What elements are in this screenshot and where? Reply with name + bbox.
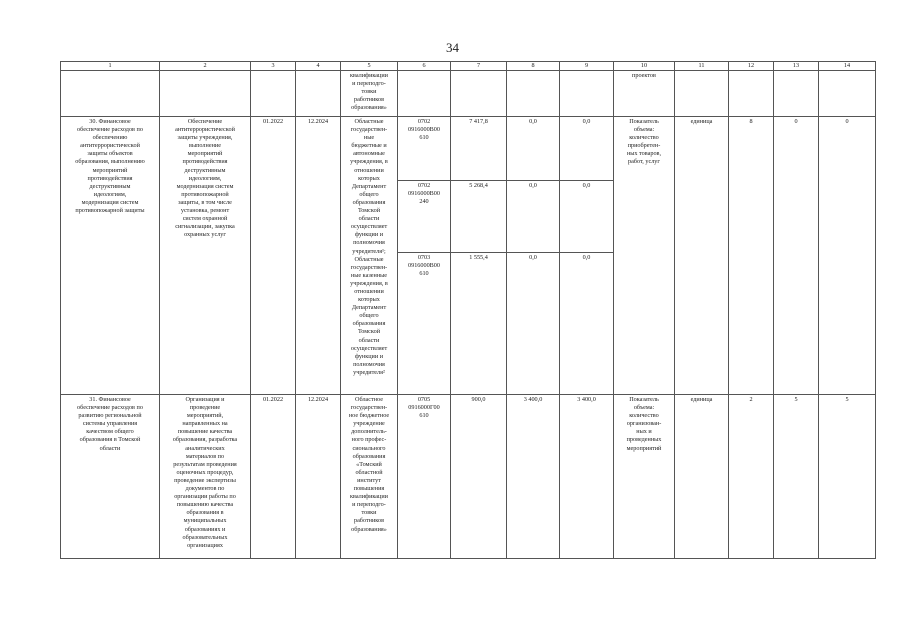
cell-amount: 3 400,0 <box>507 395 560 559</box>
header-cell: 5 <box>341 62 398 71</box>
cell-amount: 5 268,4 <box>451 181 507 253</box>
cell-start-date: 01.2022 <box>251 395 296 559</box>
header-cell: 10 <box>614 62 675 71</box>
cell-amount: 900,0 <box>451 395 507 559</box>
cell-task-description: Организация и проведение мероприятий, направленных на повышение качества образования, разработка аналитических материалов по результатам проведения оценочных процедур, проведение экспертизы документов по организации работы по повышению качества образования в муниципальных образованиях и образовательных организациях <box>160 395 251 559</box>
table-row-continuation <box>61 71 876 117</box>
cell-value: 8 <box>729 117 774 395</box>
header-cell: 11 <box>675 62 729 71</box>
page-number: 34 <box>446 40 459 55</box>
cell-amount: 3 400,0 <box>560 395 614 559</box>
header-cell: 3 <box>251 62 296 71</box>
cell-budget-code: 0702 0916000В00 610 <box>398 117 451 181</box>
header-cell: 8 <box>507 62 560 71</box>
cell-amount: 0,0 <box>560 117 614 181</box>
cell-unit: единица <box>675 117 729 395</box>
header-cell: 9 <box>560 62 614 71</box>
header-row <box>61 62 876 71</box>
cell-amount: 0,0 <box>560 181 614 253</box>
cell-amount: 1 555,4 <box>451 253 507 395</box>
cell-task-name: 31. Финансовое обеспечение расходов по развитию региональной системы управления качеством общего образования в Томской области <box>61 395 160 559</box>
cell-amount: 0,0 <box>507 117 560 181</box>
cell-amount: 7 417,8 <box>451 117 507 181</box>
header-cell: 4 <box>296 62 341 71</box>
cell-budget-code: 0703 0916000В00 610 <box>398 253 451 395</box>
table-row-31 <box>61 395 876 559</box>
header-cell: 13 <box>774 62 819 71</box>
header-cell: 14 <box>819 62 876 71</box>
table-row-30 <box>61 117 876 181</box>
cell-budget-code: 0702 0916000В00 240 <box>398 181 451 253</box>
cell-executor: Областные государствен- ные бюджетные и автономные учреждения, в отношении которых Департамент общего образования Томской области осуществляет функции и полномочия учредителя¹; Областные государствен- ные казенные учреждения, в отношении которых Департамент общего образования Томской области осуществляет функции и полномочия учредителя² <box>341 117 398 395</box>
cell-value: 0 <box>819 117 876 395</box>
cell-task-description: Обеспечение антитеррористической защиты учреждения, выполнение мероприятий противодействия деструктивным идеологиям, модернизация систем противопожарной защиты, в том числе установка, ремонт систем охранной сигнализации, закупка охранных услуг <box>160 117 251 395</box>
cell-value: 2 <box>729 395 774 559</box>
cell-amount: 0,0 <box>507 253 560 395</box>
cell-amount: 0,0 <box>507 181 560 253</box>
cell-executor: квалификации и переподго- товки работников образования» <box>341 71 398 117</box>
cell-end-date: 12.2024 <box>296 117 341 395</box>
cell-value: 0 <box>774 117 819 395</box>
cell-budget-code: 0705 0916000Г00 610 <box>398 395 451 559</box>
header-cell: 12 <box>729 62 774 71</box>
cell-value: 5 <box>774 395 819 559</box>
cell-value: 5 <box>819 395 876 559</box>
cell-amount: 0,0 <box>560 253 614 395</box>
cell-start-date: 01.2022 <box>251 117 296 395</box>
cell-indicator: Показатель объема: количество приобретен- ных товаров, работ, услуг <box>614 117 675 395</box>
cell-task-name: 30. Финансовое обеспечение расходов по обеспечению антитеррористической защиты объектов образования, выполнению мероприятий противодействия деструктивным идеологиям, модернизация систем противопожарной защиты <box>61 117 160 395</box>
header-cell: 6 <box>398 62 451 71</box>
cell-executor: Областное государствен- ное бюджетное учреждение дополнитель- ного профес- сионального образования «Томский областной институт повышения квалификации и переподго- товки работников образования» <box>341 395 398 559</box>
cell-indicator: проектов <box>614 71 675 117</box>
cell-indicator: Показатель объема: количество организован- ных и проведенных мероприятий <box>614 395 675 559</box>
cell-end-date: 12.2024 <box>296 395 341 559</box>
cell-unit: единица <box>675 395 729 559</box>
header-cell: 2 <box>160 62 251 71</box>
header-cell: 1 <box>61 62 160 71</box>
program-table <box>60 61 876 559</box>
header-cell: 7 <box>451 62 507 71</box>
